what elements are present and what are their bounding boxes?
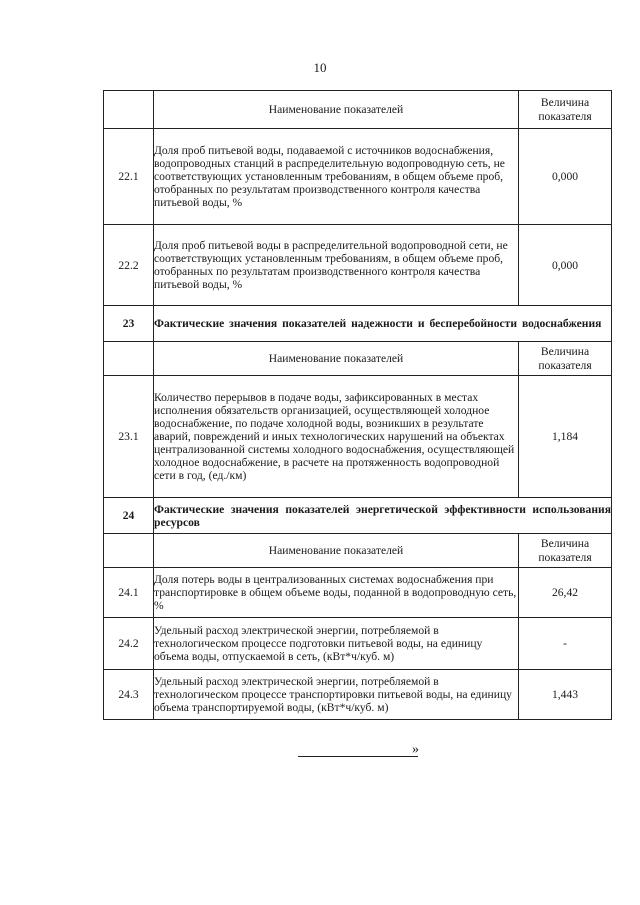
row-text: Доля проб питьевой воды, подаваемой с источников водоснабжения, водопроводных станций в распределительную водопроводную сеть, не соответствующих установленным требованиям, в общем объеме проб, отобранных по результатам производственного контроля качества питьевой воды, % — [154, 129, 519, 225]
row-text: Удельный расход электрической энергии, потребляемой в технологическом процессе транспортировки питьевой воды, на единицу объема транспортируемой воды, (кВт*ч/куб. м) — [154, 670, 519, 720]
row-value: 26,42 — [519, 568, 612, 618]
table-row — [104, 225, 612, 306]
header-value-label: Величина показателя — [519, 534, 612, 568]
row-number: 22.2 — [104, 225, 154, 306]
row-value: 0,000 — [519, 225, 612, 306]
table-header-row — [104, 342, 612, 376]
closing-quote-mark: » — [412, 742, 419, 757]
section-number: 23 — [104, 306, 154, 342]
table-header-row — [104, 534, 612, 568]
table-row — [104, 129, 612, 225]
table-row — [104, 376, 612, 498]
header-value-label: Величина показателя — [519, 342, 612, 376]
section-row — [104, 306, 612, 342]
row-value: 0,000 — [519, 129, 612, 225]
table-row — [104, 670, 612, 720]
header-empty-cell — [104, 91, 154, 129]
row-number: 23.1 — [104, 376, 154, 498]
row-text: Доля проб питьевой воды в распределительной водопроводной сети, не соответствующих установленным требованиям, в общем объеме проб, отобранных по результатам производственного контроля качества питьевой воды, % — [154, 225, 519, 306]
row-text: Удельный расход электрической энергии, потребляемой в технологическом процессе подготовки питьевой воды, на единицу объема воды, отпускаемой в сеть, (кВт*ч/куб. м) — [154, 618, 519, 670]
indicators-table — [103, 90, 612, 720]
row-value: - — [519, 618, 612, 670]
header-empty-cell — [104, 534, 154, 568]
header-name-label: Наименование показателей — [154, 342, 519, 376]
row-number: 24.2 — [104, 618, 154, 670]
page-number: 10 — [313, 60, 327, 75]
row-value: 1,443 — [519, 670, 612, 720]
row-text: Доля потерь воды в централизованных системах водоснабжения при транспортировке в общем объеме воды, поданной в водопроводную сеть, % — [154, 568, 519, 618]
section-title: Фактические значения показателей надежности и бесперебойности водоснабжения — [154, 306, 612, 342]
header-value-label: Величина показателя — [519, 91, 612, 129]
table-row — [104, 568, 612, 618]
row-number: 22.1 — [104, 129, 154, 225]
row-value: 1,184 — [519, 376, 612, 498]
header-name-label: Наименование показателей — [154, 91, 519, 129]
row-number: 24.3 — [104, 670, 154, 720]
row-text: Количество перерывов в подаче воды, зафиксированных в местах исполнения обязательств организацией, осуществляющей холодное водоснабжение, по подаче холодной воды, возникших в результате аварий, повреждений и иных технологических нарушений на объектах централизованной системы холодного водоснабжения, осуществляющей холодное водоснабжение, в расчете на протяженность водопроводной сети в год, (ед./км) — [154, 376, 519, 498]
section-title: Фактические значения показателей энергетической эффективности использования ресурсов — [154, 498, 612, 534]
header-name-label: Наименование показателей — [154, 534, 519, 568]
table-header-row — [104, 91, 612, 129]
row-number: 24.1 — [104, 568, 154, 618]
section-row — [104, 498, 612, 534]
closing-underline — [298, 742, 418, 757]
section-number: 24 — [104, 498, 154, 534]
table-row — [104, 618, 612, 670]
header-empty-cell — [104, 342, 154, 376]
